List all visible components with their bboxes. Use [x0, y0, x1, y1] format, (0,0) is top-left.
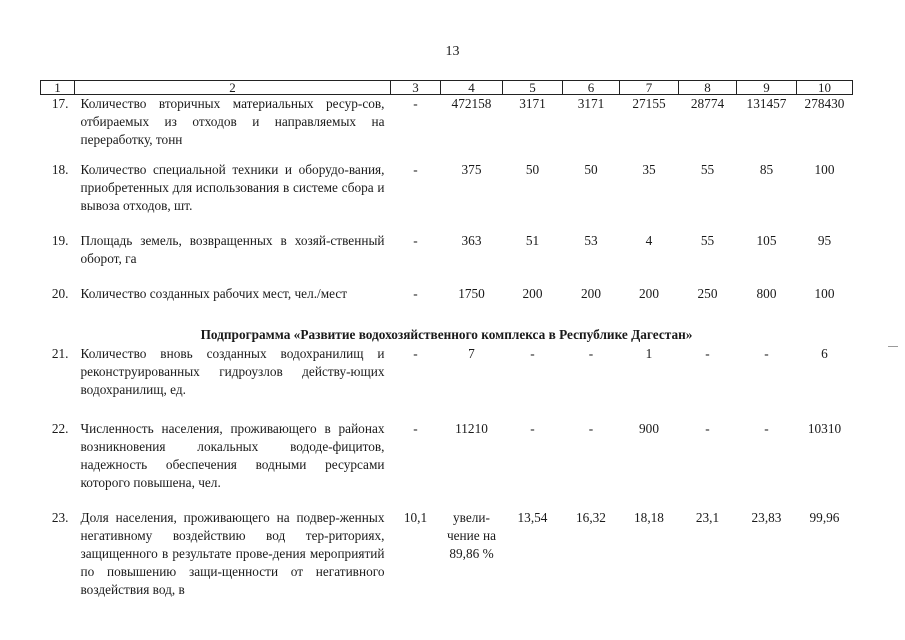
indicator-name: Численность населения, проживающего в районах возникновения локальных вододе-фицитов, надежность обеспечения водными ресурсами которого повышена, чел.	[80, 420, 385, 490]
indicator-name: Площадь земель, возвращенных в хозяй-ственный оборот, га	[80, 232, 385, 266]
cell-value: 53	[584, 232, 598, 248]
cell-value: 105	[756, 232, 777, 248]
table-row	[41, 509, 853, 599]
cell-value: 200	[639, 285, 659, 301]
cell-value: 1	[645, 345, 653, 361]
cell-value: -	[705, 420, 710, 436]
row-number: 22.	[51, 420, 69, 436]
column-header: 3	[391, 81, 441, 95]
cell-value: 3171	[577, 96, 605, 111]
column-header: 6	[563, 81, 620, 95]
cell-value: 363	[461, 232, 482, 248]
cell-value: 51	[525, 232, 540, 248]
cell-value: 1750	[458, 285, 485, 301]
cell-value: 131457	[746, 96, 787, 111]
indicator-name: Количество вновь созданных водохранилищ и реконструированных гидроузлов действу-ющих водохранилищ, ед.	[80, 345, 385, 397]
row-number: 17.	[51, 96, 69, 111]
table-header-row	[41, 81, 853, 95]
cell-value: 200	[522, 285, 543, 301]
cell-value: 900	[639, 420, 659, 436]
column-header: 1	[41, 81, 75, 95]
cell-value: 100	[814, 161, 835, 177]
column-header: 10	[797, 81, 853, 95]
indicator-name: Количество созданных рабочих мест, чел./мест	[80, 285, 348, 301]
cell-value: 200	[581, 285, 601, 301]
cell-value: 7	[468, 345, 475, 361]
cell-value: 4	[645, 232, 653, 248]
indicator-name: Доля населения, проживающего на подвер-женных негативному воздействию вод тер-риториях, защищенного в результате прове-дения мероприятий по повышению защи-щенности от негативного воздействия вод, в	[80, 509, 385, 597]
column-header: 2	[75, 81, 391, 95]
column-header: 7	[620, 81, 679, 95]
cell-value: 23,1	[695, 509, 720, 525]
table-row	[41, 232, 853, 285]
cell-value: 55	[700, 161, 715, 177]
table-row	[41, 95, 853, 161]
indicator-name: Количество специальной техники и оборудо-вания, приобретенных для использования в системе сбора и вывоза отходов, шт.	[80, 161, 385, 213]
column-header: 5	[503, 81, 563, 95]
cell-value: 800	[756, 285, 777, 301]
indicators-table	[40, 80, 853, 599]
cell-value: -	[413, 345, 418, 361]
row-number: 19.	[51, 232, 69, 248]
cell-value: 10,1	[403, 509, 428, 525]
cell-value: -	[413, 161, 418, 177]
cell-value: 278430	[804, 96, 845, 111]
cell-value: 3171	[519, 96, 546, 111]
subprogram-title: Подпрограмма «Развитие водохозяйственного комплекса в Республике Дагестан»	[200, 326, 693, 342]
cell-value: -	[588, 345, 594, 361]
subprogram-heading-row	[41, 323, 853, 345]
cell-value: -	[413, 285, 418, 301]
column-header: 4	[441, 81, 503, 95]
cell-value: 23,83	[751, 509, 782, 525]
table-row	[41, 161, 853, 232]
cell-value: -	[764, 420, 769, 436]
cell-value: увели-чение на 89,86 %	[446, 509, 497, 561]
cell-value: -	[413, 96, 418, 111]
cell-value: -	[413, 420, 418, 436]
row-number: 20.	[51, 285, 69, 301]
cell-value: 55	[700, 232, 715, 248]
column-header: 8	[679, 81, 737, 95]
cell-value: 13,54	[517, 509, 548, 525]
cell-value: 28774	[690, 96, 725, 111]
page-number: 13	[445, 44, 460, 59]
cell-value: -	[705, 345, 710, 361]
cell-value: 35	[642, 161, 656, 177]
table-row	[41, 420, 853, 509]
cell-value: -	[530, 345, 535, 361]
row-number: 18.	[51, 161, 69, 177]
cell-value: -	[413, 232, 418, 248]
cell-value: 50	[525, 161, 540, 177]
cell-value: -	[588, 420, 594, 436]
cell-value: 6	[821, 345, 828, 361]
indicator-name: Количество вторичных материальных ресур-сов, отбираемых из отходов и направляемых на переработку, тонн	[80, 96, 385, 147]
cell-value: 250	[697, 285, 718, 301]
cell-value: -	[530, 420, 535, 436]
column-header: 9	[737, 81, 797, 95]
cell-value: 472158	[451, 96, 492, 111]
cell-value: 99,96	[809, 509, 840, 525]
scan-mark	[888, 346, 898, 347]
cell-value: 10310	[807, 420, 842, 436]
cell-value: 85	[759, 161, 774, 177]
cell-value: 27155	[632, 96, 666, 111]
row-number: 23.	[51, 509, 69, 525]
cell-value: -	[764, 345, 769, 361]
row-number: 21.	[51, 345, 69, 361]
table-row	[41, 285, 853, 323]
table-row	[41, 345, 853, 420]
cell-value: 16,32	[576, 509, 606, 525]
cell-value: 18,18	[634, 509, 664, 525]
cell-value: 11210	[455, 420, 488, 436]
cell-value: 100	[814, 285, 835, 301]
cell-value: 95	[817, 232, 832, 248]
cell-value: 375	[461, 161, 482, 177]
cell-value: 50	[584, 161, 598, 177]
